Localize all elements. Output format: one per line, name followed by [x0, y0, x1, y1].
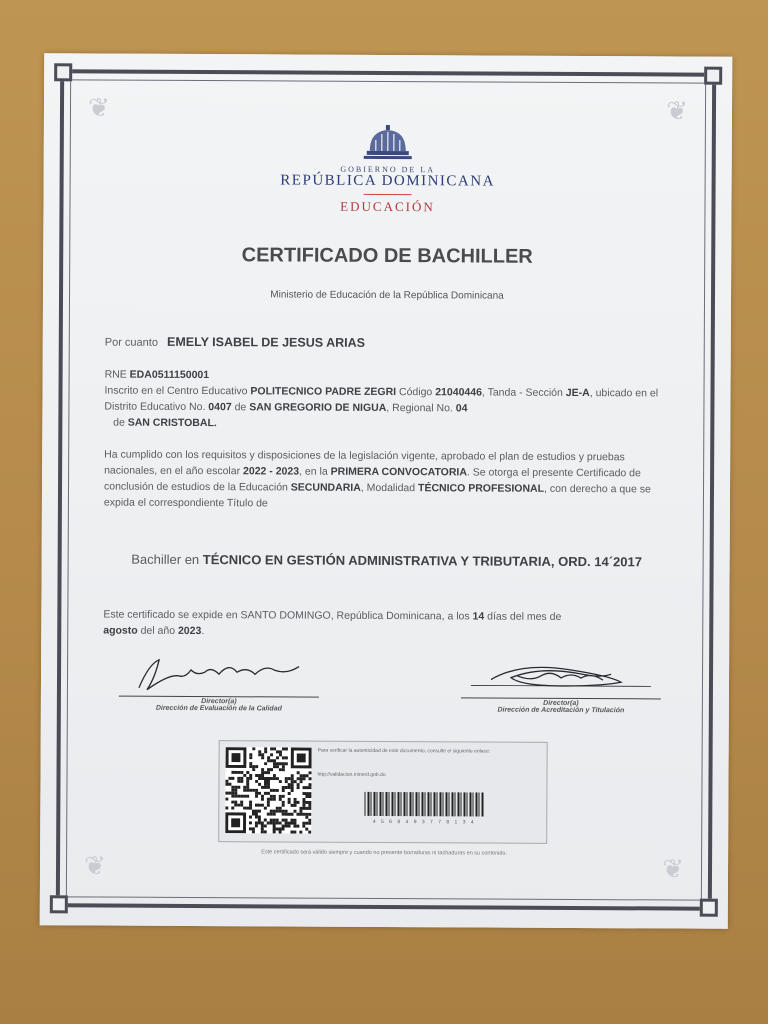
requirements-paragraph — [104, 447, 669, 514]
issuance-paragraph — [103, 607, 668, 642]
signature-right — [461, 655, 661, 714]
text-segment: de — [113, 416, 125, 429]
text-segment: Código — [398, 386, 433, 399]
footer-note: Este certificado será válido siempre y cuando no presente borraduras ni tachaduras en su contenido. — [261, 849, 508, 857]
issue-day: 14 — [472, 610, 485, 623]
verification-url[interactable]: http://validacion.minerd.gob.do — [317, 771, 386, 779]
issue-year: 2023 — [177, 624, 202, 638]
convocatoria: PRIMERA CONVOCATORIA — [330, 465, 467, 479]
text-segment: Inscrito en el Centro Educativo — [104, 384, 248, 398]
ministry-logo — [43, 123, 731, 217]
ministry-name: Ministerio de Educación de la República Dominicana — [270, 289, 504, 302]
text-segment: , en la — [299, 465, 328, 478]
degree-title — [97, 550, 677, 571]
text-segment: , ubicado en el Distrito Educativo No. — [104, 387, 659, 414]
gov-big-text: REPÚBLICA DOMINICANA — [280, 172, 495, 190]
education-level: SECUNDARIA — [290, 481, 361, 494]
signer-role: Director(a) — [201, 698, 237, 706]
issue-month: agosto — [103, 624, 138, 637]
regional-number: 04 — [455, 402, 468, 415]
section-value: JE-A — [565, 386, 590, 400]
verification-box — [218, 740, 548, 844]
certificate-paper — [40, 53, 733, 929]
district-name: SAN GREGORIO DE NIGUA — [249, 401, 387, 415]
text-segment: , con derecho a que se expida el correspondiente Título de — [103, 482, 651, 510]
province-name: SAN CRISTOBAL. — [127, 416, 217, 430]
text-segment: , Tanda - Sección — [481, 386, 563, 399]
student-name: EMELY ISABEL DE JESUS ARIAS — [167, 334, 366, 350]
dome-icon — [358, 125, 418, 163]
corner-ornament — [704, 67, 722, 85]
barcode-number: 4 5 6 8 4 9 3 7 7 8 1 3 4 — [372, 818, 476, 826]
flourish-icon: ❦ — [662, 854, 685, 885]
modality: TÉCNICO PROFESIONAL — [418, 482, 545, 495]
signer-department: Dirección de Acreditación y Titulación — [497, 706, 625, 715]
barcode-icon — [364, 792, 484, 817]
district-number: 0407 — [208, 401, 232, 414]
text-segment: . Se otorga el presente Certificado de conclusión de estudios de la Educación — [103, 466, 641, 494]
degree-prefix: Bachiller en — [131, 551, 200, 568]
signer-department: Dirección de Evaluación de la Calidad — [155, 704, 282, 713]
por-cuanto-label: Por cuanto — [104, 336, 159, 349]
corner-ornament — [700, 899, 718, 917]
text-segment: , Modalidad — [360, 481, 416, 495]
degree-name: TÉCNICO EN GESTIÓN ADMINISTRATIVA Y TRIBUTARIA, ORD. 14´2017 — [202, 552, 643, 570]
text-segment: de — [234, 401, 247, 414]
text-segment: días del mes de — [487, 610, 562, 623]
gov-small-text: GOBIERNO DE LA — [340, 164, 436, 175]
text-segment: , Regional No. — [386, 402, 453, 415]
flourish-icon: ❦ — [87, 93, 110, 124]
verification-text: Para verificar la autenticidad de este documento, consulte el siguiente enlace: — [317, 747, 491, 755]
handwritten-signature — [119, 654, 319, 695]
por-cuanto-line — [105, 334, 670, 354]
signature-left — [119, 654, 319, 713]
flourish-icon: ❦ — [666, 96, 689, 127]
divider — [364, 194, 412, 195]
rne-label: RNE — [104, 368, 127, 381]
enrollment-paragraph — [104, 367, 669, 434]
corner-ornament — [50, 895, 68, 913]
qr-code-icon[interactable] — [225, 747, 311, 833]
rne-value: EDA0511150001 — [129, 368, 210, 382]
flourish-icon: ❦ — [83, 851, 106, 882]
corner-ornament — [54, 63, 72, 81]
text-segment: . — [201, 625, 205, 638]
text-segment: del año — [140, 624, 176, 637]
certificate-title: CERTIFICADO DE BACHILLER — [241, 244, 533, 268]
signer-role: Director(a) — [543, 699, 579, 708]
text-segment: Ha cumplido con los requisitos y disposiciones de la legislación vigente, aprobado el plan de estudios y pruebas nacionales, en el año escolar — [104, 448, 625, 478]
text-segment: Este certificado se expide en SANTO DOMINGO, República Dominicana, a los — [103, 608, 470, 623]
handwritten-signature — [461, 655, 661, 696]
education-text: EDUCACIÓN — [340, 198, 435, 215]
school-year: 2022 - 2023 — [243, 465, 300, 478]
school-name: POLITECNICO PADRE ZEGRI — [250, 385, 397, 399]
school-code: 21040446 — [435, 386, 482, 399]
